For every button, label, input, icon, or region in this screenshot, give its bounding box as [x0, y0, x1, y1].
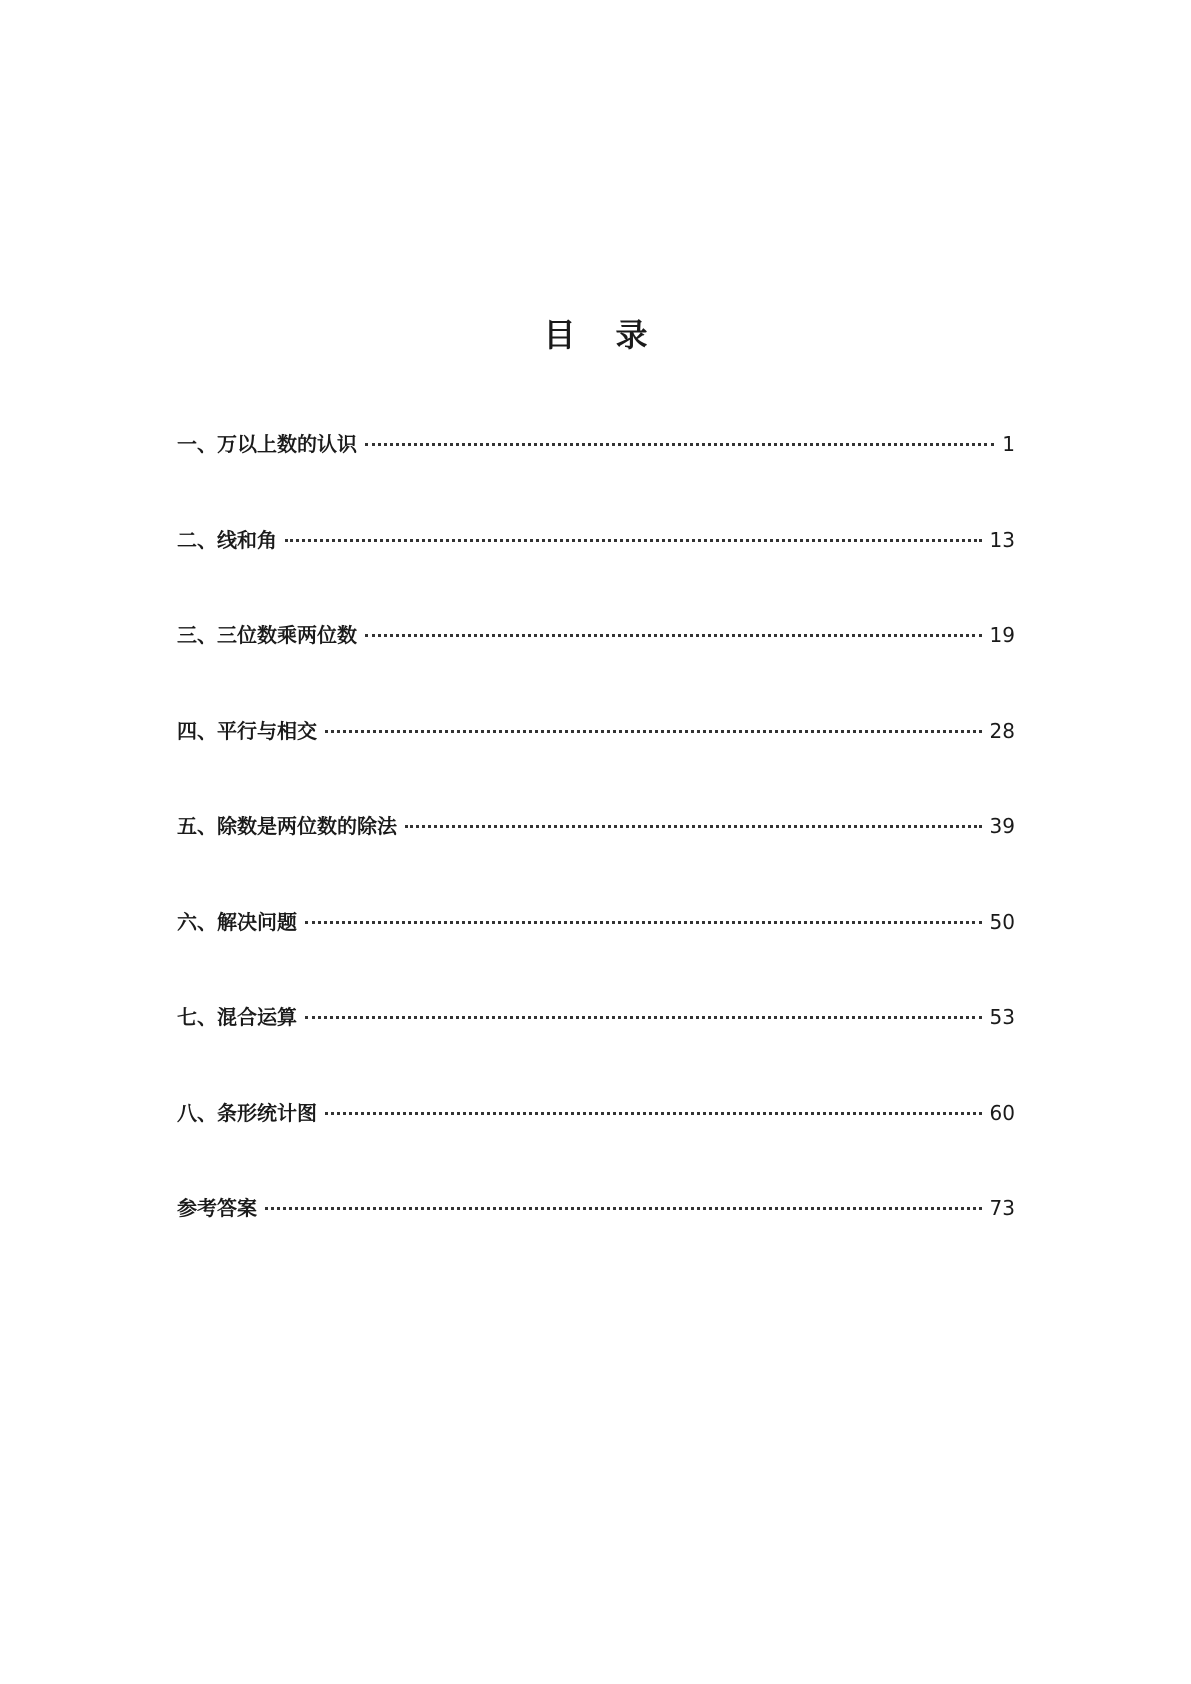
toc-entry[interactable] [177, 1001, 1015, 1097]
toc-page: 39 [989, 814, 1015, 838]
toc-label: 参考答案 [177, 1196, 257, 1220]
dot-leader [405, 825, 982, 828]
toc-page: 1 [1002, 432, 1015, 456]
toc-label: 五、除数是两位数的除法 [177, 814, 397, 838]
toc-page: 13 [989, 527, 1015, 552]
dot-leader [325, 730, 982, 733]
toc-label: 八、条形统计图 [177, 1100, 317, 1125]
dot-leader [285, 539, 982, 542]
toc-page: 50 [989, 909, 1015, 934]
toc-page: 60 [989, 1100, 1015, 1125]
toc-page: 28 [989, 718, 1015, 743]
toc-label: 四、平行与相交 [177, 718, 317, 743]
toc-page: 53 [989, 1005, 1015, 1029]
toc-page: 73 [989, 1196, 1015, 1220]
table-of-contents [177, 428, 1015, 1288]
toc-label: 二、线和角 [177, 527, 277, 552]
dot-leader [265, 1207, 982, 1210]
page-title [0, 310, 1191, 356]
toc-page: 19 [989, 623, 1015, 647]
title-char: 录 [615, 316, 648, 354]
toc-entry[interactable] [177, 1097, 1015, 1193]
toc-label: 七、混合运算 [177, 1005, 297, 1029]
toc-entry[interactable] [177, 524, 1015, 620]
toc-label: 六、解决问题 [177, 909, 297, 934]
dot-leader [325, 1112, 982, 1115]
toc-entry[interactable] [177, 810, 1015, 906]
dot-leader [365, 443, 994, 446]
toc-entry[interactable] [177, 619, 1015, 715]
dot-leader [305, 921, 982, 924]
toc-label: 一、万以上数的认识 [177, 432, 357, 456]
toc-entry[interactable] [177, 715, 1015, 811]
toc-entry[interactable] [177, 1192, 1015, 1288]
title-char: 目 [543, 316, 576, 354]
dot-leader [305, 1016, 982, 1019]
toc-entry[interactable] [177, 428, 1015, 524]
dot-leader [365, 634, 982, 637]
toc-entry[interactable] [177, 906, 1015, 1002]
toc-label: 三、三位数乘两位数 [177, 623, 357, 647]
